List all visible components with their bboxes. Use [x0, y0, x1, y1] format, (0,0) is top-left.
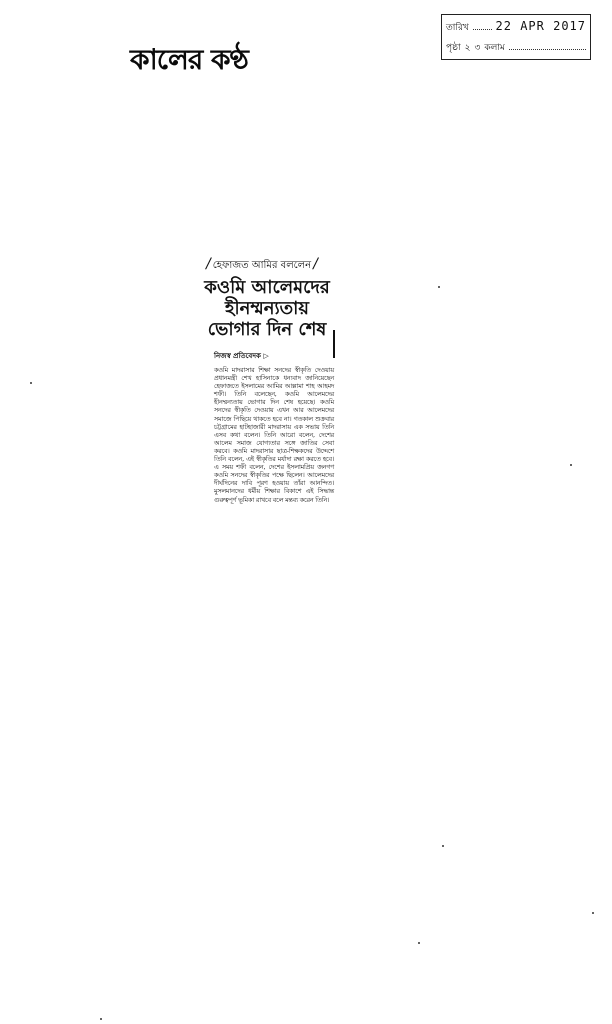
stamp-date-label: তারিখ: [446, 23, 469, 33]
date-stamp: [441, 14, 591, 60]
scan-speck: [30, 382, 32, 384]
stamp-page-label: পৃষ্ঠা: [446, 43, 461, 53]
stamp-column-label: কলাম: [484, 43, 505, 53]
scan-speck: [418, 942, 420, 944]
news-clipping: [196, 256, 346, 504]
scan-speck: [570, 464, 572, 466]
stamp-column-value: ৩: [474, 43, 481, 53]
scan-speck: [438, 286, 440, 288]
headline-line-1: কওমি আলেমদের: [204, 277, 330, 298]
article-kicker: / হেফাজত আমির বললেন /: [206, 256, 346, 275]
newspaper-masthead: কালের কণ্ঠ: [130, 43, 248, 76]
stamp-date-row: [446, 17, 586, 37]
stamp-page-row: [446, 37, 586, 57]
stamp-date-line: [473, 17, 492, 30]
scan-speck: [100, 1018, 102, 1020]
headline-line-3: ভোগার দিন শেষ: [207, 319, 327, 340]
scan-speck: [442, 845, 444, 847]
margin-mark: [333, 330, 335, 344]
article-body: কওমি মাদরাসার শিক্ষা সনদের স্বীকৃতি দেওয়ায় প্রধানমন্ত্রী শেখ হাসিনাকে ধন্যবাদ জানিয়েছেন হেফাজতে ইসলামের আমির আল্লামা শাহ আহমদ শফী। তিনি বলেছেন, কওমি আলেমদের হীনম্মন্যতায় ভোগার দিন শেষ হয়েছে। কওমি সনদের স্বীকৃতি দেওয়ায় এখন আর আলেমদের সমাজে পিছিয়ে থাকতে হবে না। গতকাল শুক্রবার চট্টগ্রামের হাটহাজারী মাদরাসায় এক সভায় তিনি এসব কথা বলেন। তিনি আরো বলেন, দেশের আলেম সমাজ যোগ্যতার সঙ্গে জাতির সেবা করবে। কওমি মাদরাসার ছাত্র-শিক্ষকদের উদ্দেশে তিনি বলেন, এই স্বীকৃতির মর্যাদা রক্ষা করতে হবে। এ সময় শফী বলেন, দেশের ইসলামপ্রিয় জনগণ কওমি সনদের স্বীকৃতির পক্ষে ছিলেন। আলেমদের দীর্ঘদিনের দাবি পূরণ হওয়ায় তাঁরা আনন্দিত। মুসলমানদের ধর্মীয় শিক্ষার বিকাশে এই সিদ্ধান্ত গুরুত্বপূর্ণ ভূমিকা রাখবে বলে মন্তব্য করেন তিনি।: [214, 366, 334, 504]
article-byline: নিজস্ব প্রতিবেদক ▷: [214, 352, 269, 360]
stamp-column-line: [509, 37, 586, 50]
article-headline: [202, 277, 332, 340]
scan-speck: [592, 912, 594, 914]
margin-mark: [333, 344, 335, 358]
stamp-page-value: ২: [464, 43, 471, 53]
stamp-date-value: 22 APR 2017: [495, 19, 586, 33]
headline-line-2: হীনম্মন্যতায়: [224, 298, 309, 319]
